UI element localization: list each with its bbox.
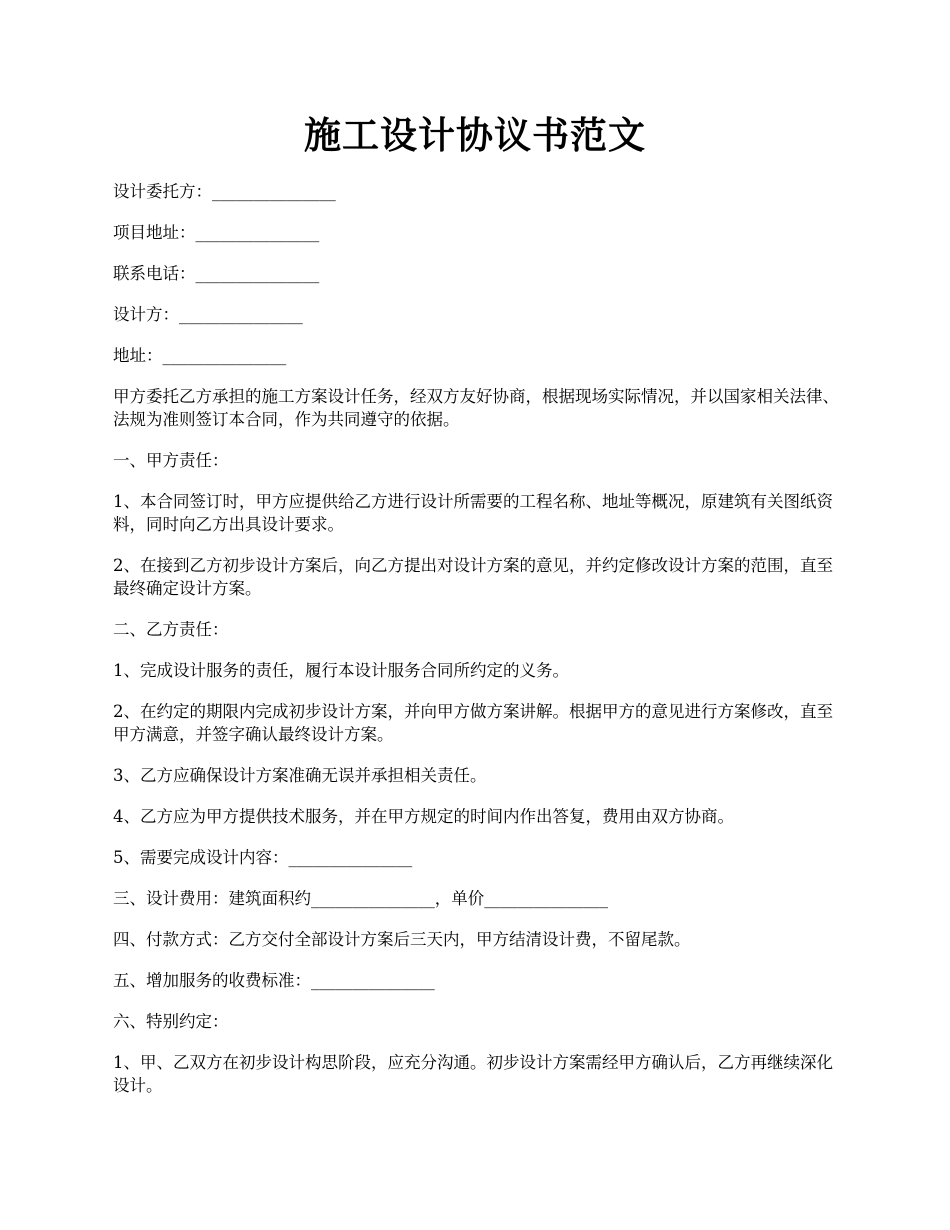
project-address-field: 项目地址：_______________ bbox=[113, 223, 320, 242]
clause-paragraph: 3、乙方应确保设计方案准确无误并承担相关责任。 bbox=[113, 766, 487, 785]
section-heading-payment: 四、付款方式：乙方交付全部设计方案后三天内，甲方结清设计费，不留尾款。 bbox=[113, 930, 691, 949]
section-heading-party-a: 一、甲方责任： bbox=[113, 451, 229, 470]
clause-paragraph: 1、完成设计服务的责任，履行本设计服务合同所约定的义务。 bbox=[113, 661, 569, 680]
phone-field: 联系电话：_______________ bbox=[113, 264, 320, 283]
clause-paragraph: 1、甲、乙双方在初步设计构思阶段，应充分沟通。初步设计方案需经甲方确认后，乙方再继续深化设计。 bbox=[113, 1053, 833, 1095]
designer-field: 设计方：_______________ bbox=[113, 305, 303, 324]
section-heading-extra-fees: 五、增加服务的收费标准：_______________ bbox=[113, 971, 435, 990]
section-heading-special: 六、特别约定： bbox=[113, 1012, 229, 1031]
clause-paragraph: 2、在接到乙方初步设计方案后，向乙方提出对设计方案的意见，并约定修改设计方案的范围，直至最终确定设计方案。 bbox=[113, 556, 833, 598]
address-field: 地址：_______________ bbox=[113, 346, 287, 365]
document-body bbox=[113, 180, 843, 1115]
clause-paragraph: 4、乙方应为甲方提供技术服务，并在甲方规定的时间内作出答复，费用由双方协商。 bbox=[113, 807, 734, 826]
clause-paragraph: 2、在约定的期限内完成初步设计方案，并向甲方做方案讲解。根据甲方的意见进行方案修改，直至甲方满意，并签字确认最终设计方案。 bbox=[113, 702, 833, 744]
preamble-paragraph: 甲方委托乙方承担的施工方案设计任务，经双方友好协商，根据现场实际情况，并以国家相关法律、法规为准则签订本合同，作为共同遵守的依据。 bbox=[113, 387, 839, 429]
clause-paragraph: 5、需要完成设计内容：_______________ bbox=[113, 848, 413, 867]
section-heading-party-b: 二、乙方责任： bbox=[113, 620, 229, 639]
clause-paragraph: 1、本合同签订时，甲方应提供给乙方进行设计所需要的工程名称、地址等概况，原建筑有关图纸资料，同时向乙方出具设计要求。 bbox=[113, 492, 833, 534]
client-field: 设计委托方：_______________ bbox=[113, 182, 336, 201]
section-heading-fees: 三、设计费用：建筑面积约_______________，单价_______________ bbox=[113, 889, 608, 908]
document-title: 施工设计协议书范文 bbox=[304, 113, 646, 157]
